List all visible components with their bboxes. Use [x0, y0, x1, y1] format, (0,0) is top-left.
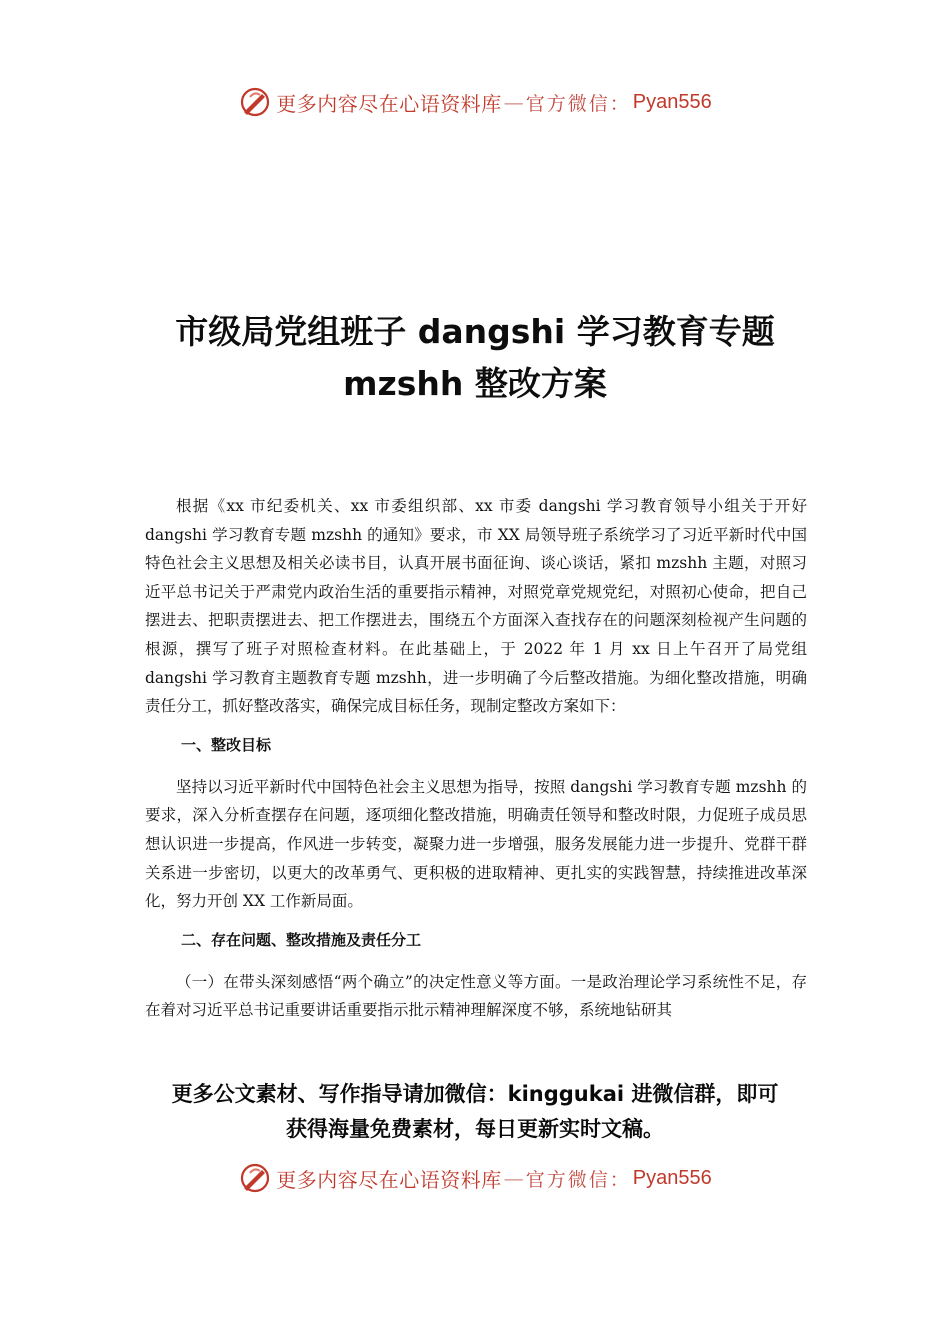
banner-dash: — — [503, 1166, 524, 1190]
intro-paragraph: 根据《xx 市纪委机关、xx 市委组织部、xx 市委 dangshi 学习教育领导小组关于开好 dangshi 学习教育专题 mzshh 的通知》要求，市 XX 局领导班子系统学习了习近平新时代中国特色社会主义思想及相关必读书目，认真开展书面征询、谈心谈话，紧扣 mzshh 主题，对照习近平总书记关于严肃党内政治生活的重要指示精神，对照党章党规党纪，对照初心使命，把自己摆进去、把职责摆进去、把工作摆进去，围绕五个方面深入查找存在的问题深刻检视产生问题的根源，撰写了班子对照检查材料。在此基础上，于 2022 年 1 月 xx 日上午召开了局党组 dangshi 学习教育主题教育专题 mzshh，进一步明确了今后整改措施。为细化整改措施，明确责任分工，抓好整改落实，确保完成目标任务，现制定整改方案如下： — [145, 497, 807, 716]
document-body — [145, 492, 807, 1025]
banner-wechat-id: Pyan556 — [632, 90, 712, 113]
section-heading-1: 一、整改目标 — [181, 735, 272, 754]
banner-text: 更多内容尽在心语资料库 — [276, 91, 502, 116]
issues-paragraph: （一）在带头深刻感悟“两个确立”的决定性意义等方面。一是政治理论学习系统性不足，存在着对习近平总书记重要讲话重要指示批示精神理解深度不够，系统地钻研其 — [145, 972, 807, 1020]
goal-paragraph: 坚持以习近平新时代中国特色社会主义思想为指导，按照 dangshi 学习教育专题 mzshh 的要求，深入分析查摆存在问题，逐项细化整改措施，明确责任领导和整改时限，力促班子成员思想认识进一步提高，作风进一步转变，凝聚力进一步增强，服务发展能力进一步提升、党群干群关系进一步密切，以更大的改革勇气、更积极的进取精神、更扎实的实践智慧，持续推进改革深化，努力开创 XX 工作新局面。 — [145, 777, 807, 911]
section-heading-2: 二、存在问题、整改措施及责任分工 — [181, 930, 422, 949]
banner-wechat-id: Pyan556 — [632, 1166, 712, 1189]
banner-text: 更多内容尽在心语资料库 — [276, 1167, 502, 1192]
banner-dash: — — [503, 90, 524, 114]
pen-ribbon-icon — [238, 1161, 272, 1195]
header-banner — [0, 82, 950, 122]
footer-banner — [0, 1158, 950, 1198]
banner-label: 官方微信： — [525, 1168, 631, 1191]
promo-line-2: 获得海量免费素材，每日更新实时文稿。 — [286, 1117, 664, 1141]
banner-label: 官方微信： — [525, 92, 631, 115]
promo-notice — [0, 1077, 950, 1147]
document-title — [0, 306, 950, 410]
title-line-2: mzshh 整改方案 — [343, 364, 607, 403]
title-line-1: 市级局党组班子 dangshi 学习教育专题 — [175, 312, 775, 351]
promo-line-1: 更多公文素材、写作指导请加微信：kinggukai 进微信群，即可 — [171, 1082, 779, 1106]
pen-ribbon-icon — [238, 85, 272, 119]
